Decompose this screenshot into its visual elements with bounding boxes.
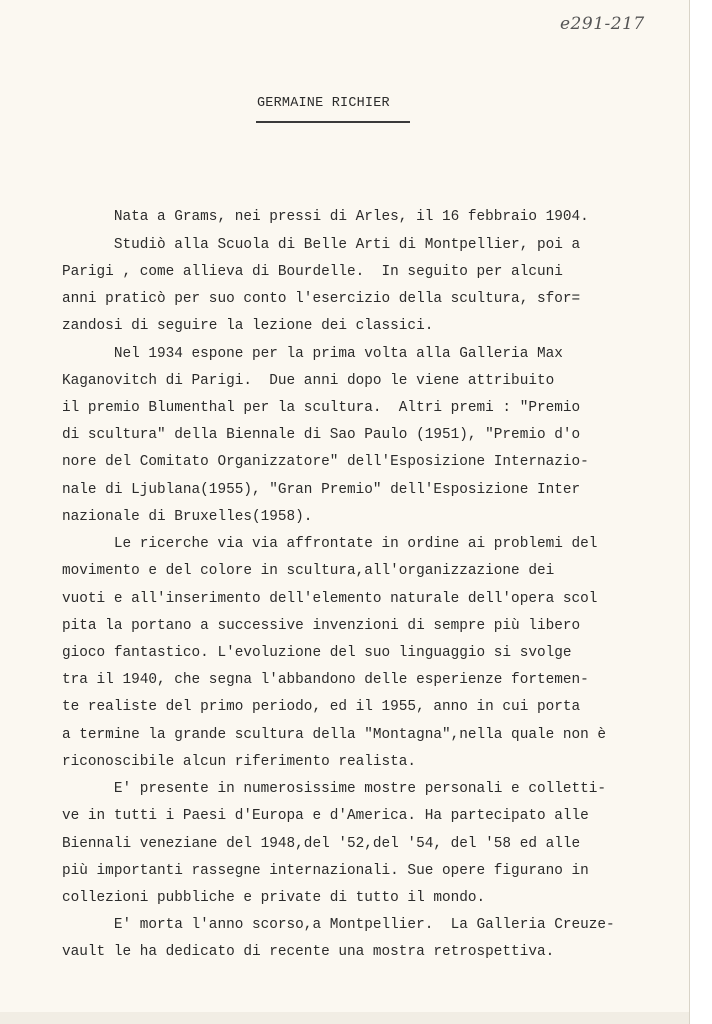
text-line: Studiò alla Scuola di Belle Arti di Montpellier, poi a <box>62 237 581 253</box>
text-line: vuoti e all'inserimento dell'elemento naturale dell'opera scol <box>62 591 598 607</box>
text-line: Parigi , come allieva di Bourdelle. In seguito per alcuni <box>62 264 563 280</box>
text-line: E' morta l'anno scorso,a Montpellier. La Galleria Creuze- <box>62 917 615 933</box>
scan-margin <box>690 0 712 1024</box>
text-line: a termine la grande scultura della "Montagna",nella quale non è <box>62 727 607 743</box>
archive-code: e291-217 <box>560 14 645 34</box>
text-line: nore del Comitato Organizzatore" dell'Esposizione Internazio- <box>62 454 589 470</box>
text-line: te realiste del primo periodo, ed il 1955, anno in cui porta <box>62 699 581 715</box>
page-bottom-edge <box>0 1012 690 1024</box>
text-line: nale di Ljublana(1955), "Gran Premio" dell'Esposizione Inter <box>62 482 581 498</box>
text-line: Kaganovitch di Parigi. Due anni dopo le viene attribuito <box>62 373 555 389</box>
text-line: di scultura" della Biennale di Sao Paulo (1951), "Premio d'o <box>62 427 581 443</box>
text-line: vault le ha dedicato di recente una mostra retrospettiva. <box>62 944 555 960</box>
text-line: ve in tutti i Paesi d'Europa e d'America. Ha partecipato alle <box>62 808 589 824</box>
text-line: Le ricerche via via affrontate in ordine ai problemi del <box>62 536 598 552</box>
text-line: zandosi di seguire la lezione dei classici. <box>62 318 434 334</box>
text-line: movimento e del colore in scultura,all'organizzazione dei <box>62 563 555 579</box>
page-title: GERMAINE RICHIER <box>257 96 390 111</box>
text-line: nazionale di Bruxelles(1958). <box>62 509 313 525</box>
text-line: Biennali veneziane del 1948,del '52,del '54, del '58 ed alle <box>62 836 581 852</box>
text-line: il premio Blumenthal per la scultura. Altri premi : "Premio <box>62 400 581 416</box>
text-line: Nata a Grams, nei pressi di Arles, il 16 febbraio 1904. <box>62 209 589 225</box>
text-line: anni praticò per suo conto l'esercizio della scultura, sfor= <box>62 291 581 307</box>
text-line: E' presente in numerosissime mostre personali e colletti- <box>62 781 607 797</box>
title-underline <box>256 121 410 123</box>
text-line: riconoscibile alcun riferimento realista. <box>62 754 417 770</box>
text-line: Nel 1934 espone per la prima volta alla Galleria Max <box>62 346 563 362</box>
text-line: gioco fantastico. L'evoluzione del suo linguaggio si svolge <box>62 645 572 661</box>
text-line: più importanti rassegne internazionali. Sue opere figurano in <box>62 863 589 879</box>
text-line: pita la portano a successive invenzioni di sempre più libero <box>62 618 581 634</box>
text-line: collezioni pubbliche e private di tutto il mondo. <box>62 890 486 906</box>
text-line: tra il 1940, che segna l'abbandono delle esperienze fortemen- <box>62 672 589 688</box>
